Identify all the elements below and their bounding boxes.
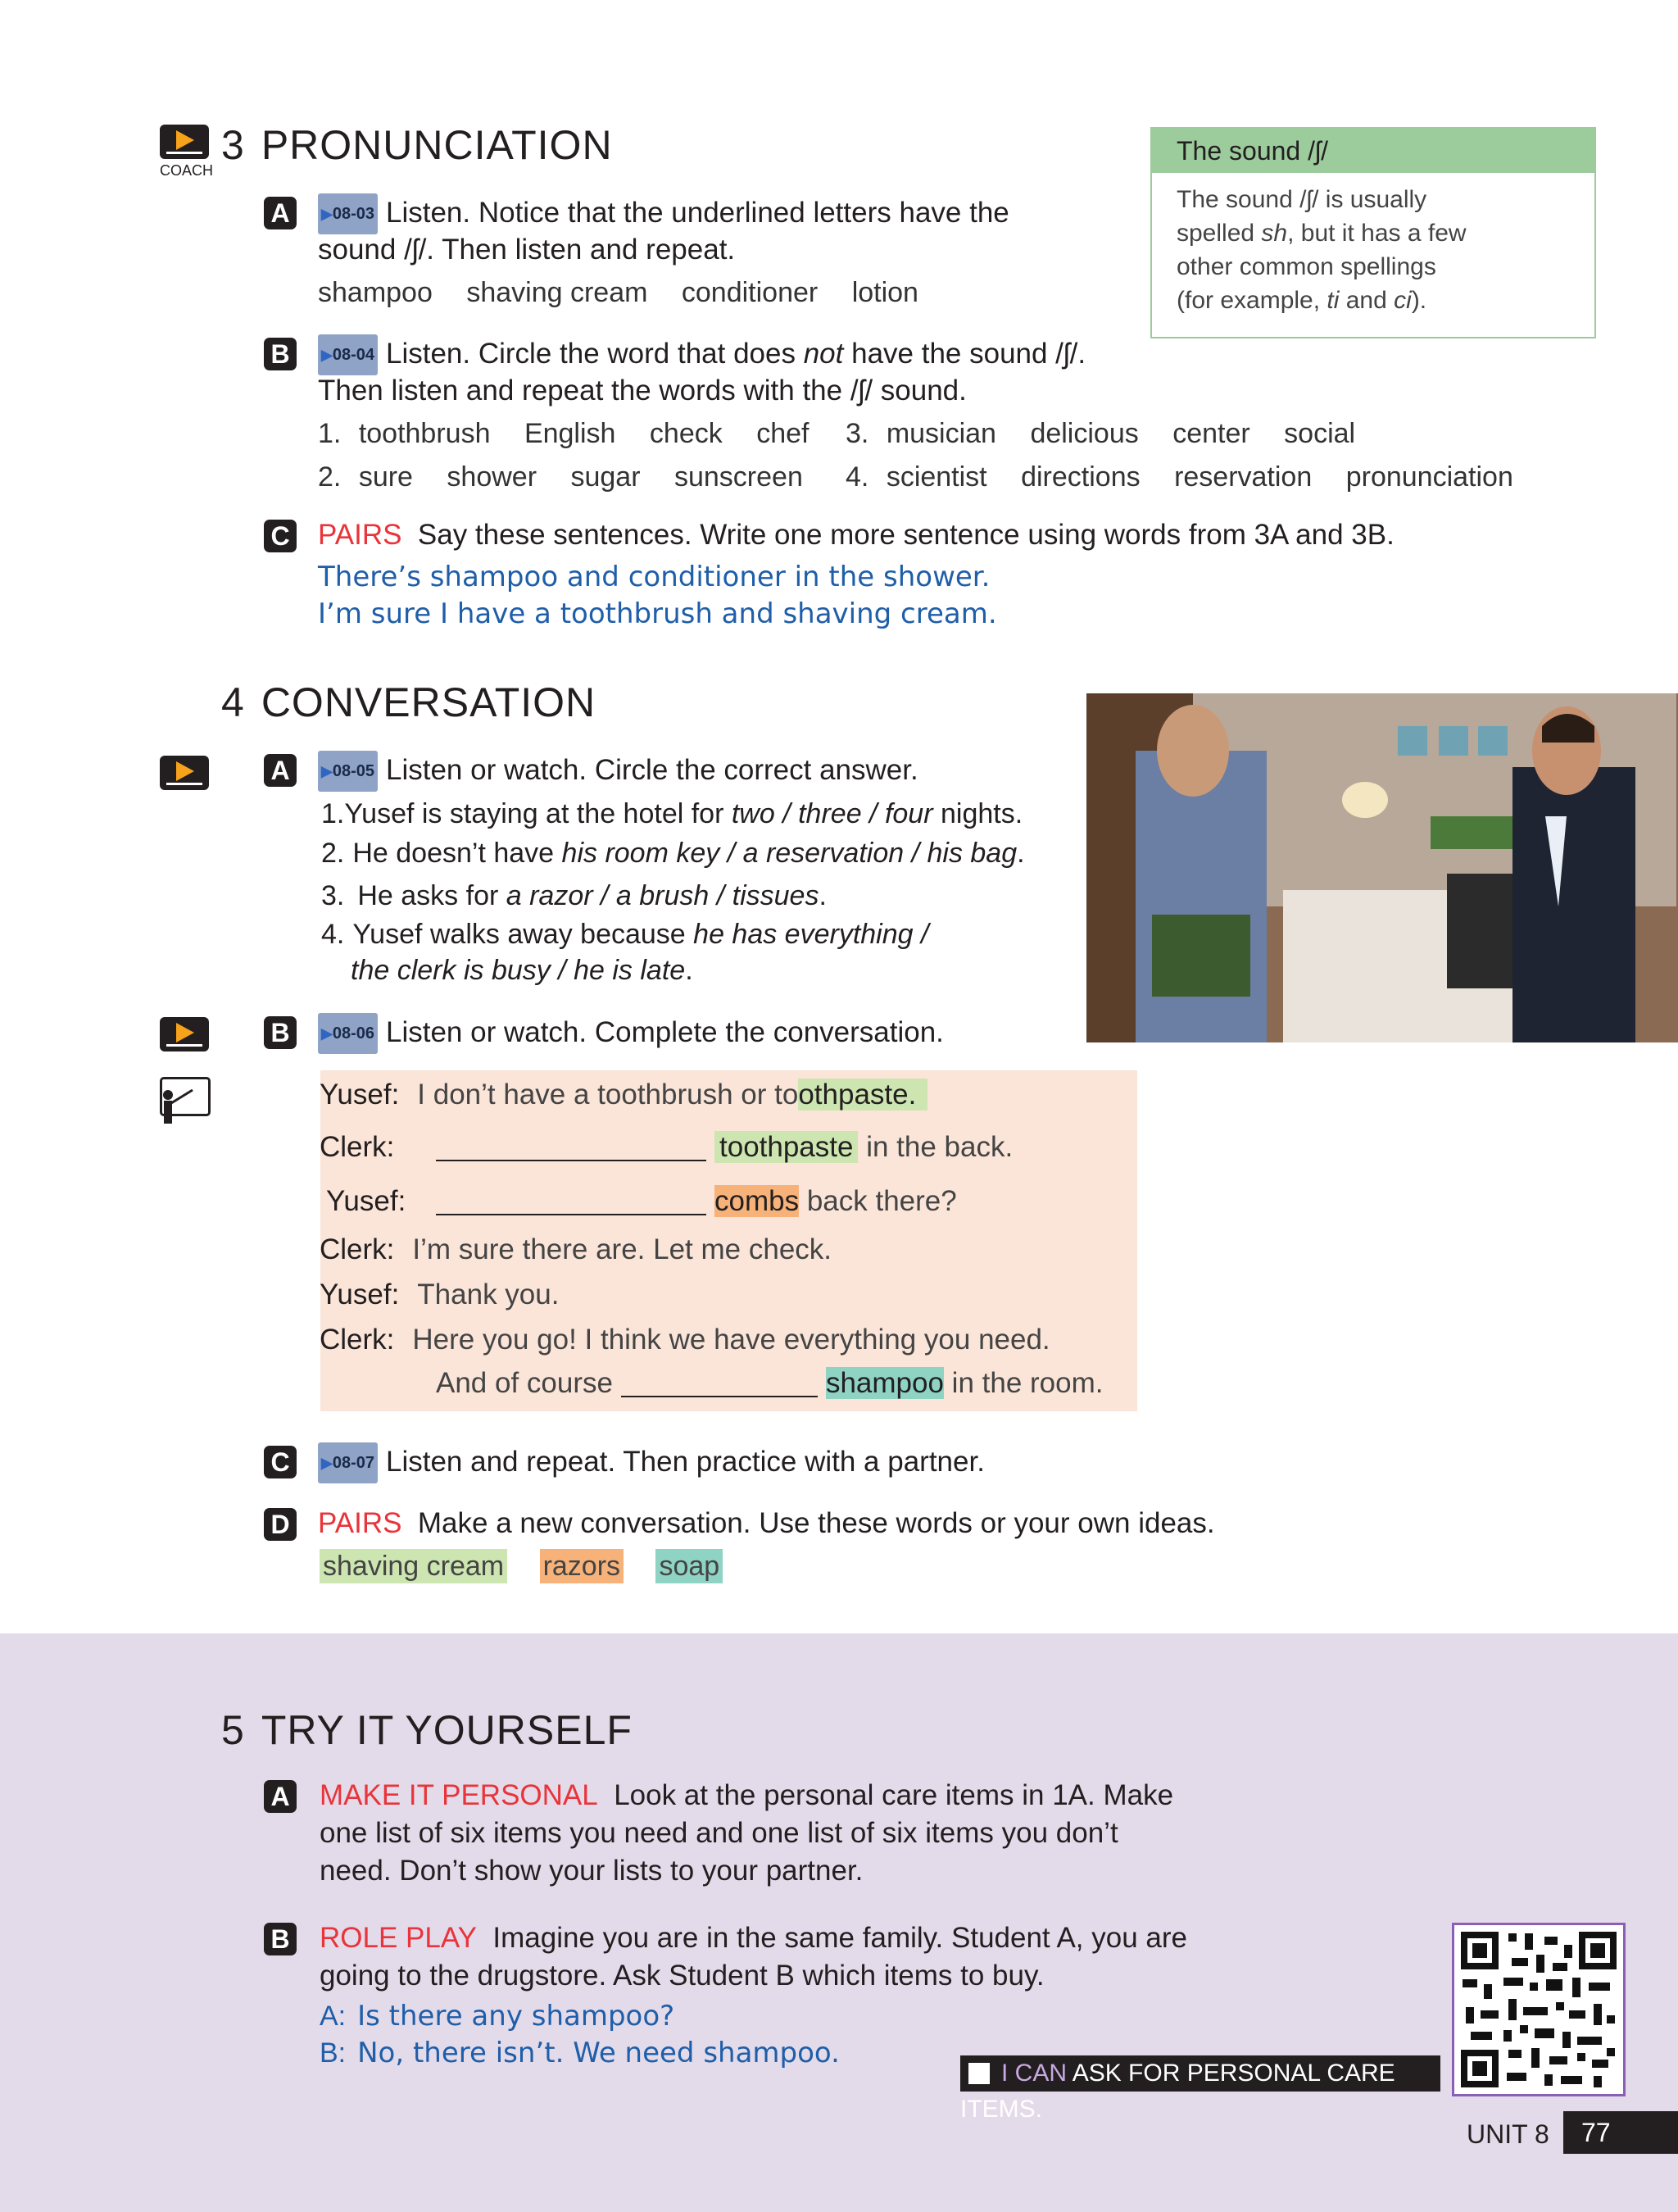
answer-options[interactable]: a razor / a brush / tissues	[506, 880, 819, 911]
conversation-line-6: Clerk: Here you go! I think we have everything you need.	[320, 1324, 1050, 1356]
sample-sentence-2: I’m sure I have a toothbrush and shaving cream.	[318, 597, 997, 630]
exercise-letter-4d: D	[264, 1508, 297, 1541]
word-item: shampoo	[318, 277, 433, 308]
conversation-line-3: Yusef: combs back there?	[326, 1185, 957, 1217]
word-item[interactable]: chef	[756, 418, 810, 449]
answer-options[interactable]: the clerk is busy / he is late	[351, 955, 686, 986]
exercise-5a-line2: one list of six items you need and one list of six items you don’t	[320, 1817, 1118, 1849]
word-item[interactable]: social	[1284, 418, 1356, 449]
checkbox[interactable]	[968, 2063, 990, 2084]
question-2: 2. He doesn’t have his room key / a reservation / his bag.	[321, 838, 1025, 869]
exercise-3b-row-3: 3. musician delicious center social	[846, 418, 1356, 449]
word-item[interactable]: sugar	[570, 461, 641, 493]
exercise-5a-line3: need. Don’t show your lists to your partner.	[320, 1855, 864, 1887]
exercise-4d-instructions: PAIRS Make a new conversation. Use these words or your own ideas.	[318, 1507, 1215, 1539]
sound-tip-box	[1150, 127, 1596, 338]
word-choices	[320, 1551, 723, 1583]
exercise-3a-line1: ▶08-03 Listen. Notice that the underlined letters have the	[318, 193, 1009, 234]
role-play-line-b: B: No, there isn’t. We need shampoo.	[320, 2037, 840, 2069]
word-choice: razors	[540, 1549, 624, 1583]
word-item[interactable]: English	[524, 418, 616, 449]
sound-tip-line4: (for example, ti and ci).	[1177, 287, 1427, 314]
answer-options[interactable]: two / three / four	[731, 798, 933, 829]
video-icon-4b[interactable]	[160, 1017, 209, 1051]
word-item[interactable]: center	[1172, 418, 1250, 449]
exercise-letter-4a: A	[264, 754, 297, 787]
sound-tip-line2: spelled sh, but it has a few	[1177, 220, 1467, 247]
answer-options[interactable]: he has everything /	[693, 919, 929, 950]
word-item[interactable]: toothbrush	[358, 418, 491, 449]
presentation-icon[interactable]	[160, 1077, 211, 1116]
qr-code[interactable]	[1452, 1923, 1626, 2096]
exercise-3b-row-1: 1. toothbrush English check chef	[318, 418, 810, 449]
word-choice: soap	[655, 1549, 723, 1583]
exercise-letter-3c: C	[264, 520, 297, 552]
exercise-3b-line1: ▶08-04 Listen. Circle the word that does not have the sound /ʃ/.	[318, 334, 1086, 375]
unit-label: UNIT 8	[1467, 2119, 1549, 2149]
exercise-letter-3b: B	[264, 338, 297, 370]
word-item[interactable]: sunscreen	[673, 461, 803, 493]
section-5-heading: 5 TRY IT YOURSELF	[221, 1707, 633, 1753]
exercise-3a-line2: sound /ʃ/. Then listen and repeat.	[318, 234, 736, 266]
conversation-line-2: Clerk: toothpaste in the back.	[320, 1131, 1014, 1163]
conversation-line-7: And of course shampoo in the room.	[436, 1367, 1104, 1399]
exercise-letter-3a: A	[264, 197, 297, 229]
exercise-letter-5b: B	[264, 1923, 297, 1955]
exercise-5b-line2: going to the drugstore. Ask Student B which items to buy.	[320, 1960, 1045, 1992]
audio-track-08-06[interactable]: ▶08-06	[318, 1013, 378, 1054]
question-4: 4. Yusef walks away because he has everything / the clerk is busy / he is late.	[321, 919, 929, 986]
word-item[interactable]: sure	[358, 461, 413, 493]
audio-track-08-05[interactable]: ▶08-05	[318, 751, 378, 792]
sample-sentence-1: There’s shampoo and conditioner in the shower.	[318, 561, 991, 593]
audio-track-08-03[interactable]: ▶08-03	[318, 193, 378, 234]
exercise-4c-instructions: ▶08-07 Listen and repeat. Then practice with a partner.	[318, 1442, 985, 1483]
word-item[interactable]: delicious	[1030, 418, 1139, 449]
section-3-heading: 3 PRONUNCIATION	[221, 122, 613, 168]
audio-track-08-07[interactable]: ▶08-07	[318, 1442, 378, 1483]
word-choice: shaving cream	[320, 1549, 507, 1583]
exercise-letter-5a: A	[264, 1780, 297, 1813]
exercise-5a-line1: MAKE IT PERSONAL Look at the personal care items in 1A. Make	[320, 1779, 1174, 1811]
exercise-3b-row-4: 4. scientist directions reservation pronunciation	[846, 461, 1513, 493]
word-item[interactable]: check	[649, 418, 723, 449]
hotel-scene-photo	[1086, 693, 1678, 1042]
word-item[interactable]: scientist	[886, 461, 987, 493]
conversation-line-1: Yusef: I don’t have a toothbrush or toothpaste.	[320, 1079, 927, 1111]
answer-blank-2[interactable]	[436, 1188, 706, 1215]
coach-label: COACH	[160, 162, 214, 179]
exercise-3a-words	[318, 277, 945, 309]
sound-tip-line1: The sound /ʃ/ is usually	[1177, 186, 1427, 213]
can-do-statement: I CAN ASK FOR PERSONAL CARE ITEMS.	[960, 2055, 1440, 2092]
answer-blank-3[interactable]	[621, 1369, 818, 1397]
word-item[interactable]: shower	[447, 461, 537, 493]
word-item[interactable]: reservation	[1174, 461, 1313, 493]
qr-code-pattern	[1454, 1925, 1623, 2094]
question-3: 3. He asks for a razor / a brush / tissues.	[321, 880, 827, 911]
section-4-heading: 4 CONVERSATION	[221, 679, 596, 725]
hotel-scene-illustration	[1086, 693, 1678, 1042]
exercise-letter-4c: C	[264, 1446, 297, 1478]
word-item: lotion	[851, 277, 918, 308]
video-coach-icon[interactable]	[160, 125, 209, 159]
question-1: 1.Yusef is staying at the hotel for two / three / four nights.	[321, 798, 1023, 829]
word-item[interactable]: directions	[1021, 461, 1141, 493]
exercise-3b-line2: Then listen and repeat the words with the /ʃ/ sound.	[318, 375, 967, 407]
word-item: conditioner	[681, 277, 819, 308]
exercise-3c-instructions: PAIRS Say these sentences. Write one more sentence using words from 3A and 3B.	[318, 519, 1395, 551]
page-number: 77	[1563, 2111, 1678, 2154]
exercise-4a-instructions: ▶08-05 Listen or watch. Circle the correct answer.	[318, 751, 918, 792]
word-item[interactable]: pronunciation	[1345, 461, 1513, 493]
audio-track-08-04[interactable]: ▶08-04	[318, 334, 378, 375]
conversation-line-4: Clerk: I’m sure there are. Let me check.	[320, 1233, 832, 1265]
conversation-line-5: Yusef: Thank you.	[320, 1279, 560, 1310]
exercise-letter-4b: B	[264, 1016, 297, 1049]
video-icon-4a[interactable]	[160, 756, 209, 790]
exercise-3b-row-2: 2. sure shower sugar sunscreen	[318, 461, 803, 493]
sound-tip-line3: other common spellings	[1177, 253, 1436, 280]
role-play-line-a: A: Is there any shampoo?	[320, 2000, 675, 2033]
answer-options[interactable]: his room key / a reservation / his bag	[561, 838, 1018, 869]
exercise-4b-instructions: ▶08-06 Listen or watch. Complete the conversation.	[318, 1013, 944, 1054]
word-item[interactable]: musician	[886, 418, 996, 449]
sound-tip-title: The sound /ʃ/	[1152, 129, 1594, 173]
word-item: shaving cream	[466, 277, 648, 308]
answer-blank-1[interactable]	[436, 1133, 706, 1161]
exercise-5b-line1: ROLE PLAY Imagine you are in the same family. Student A, you are	[320, 1922, 1187, 1954]
